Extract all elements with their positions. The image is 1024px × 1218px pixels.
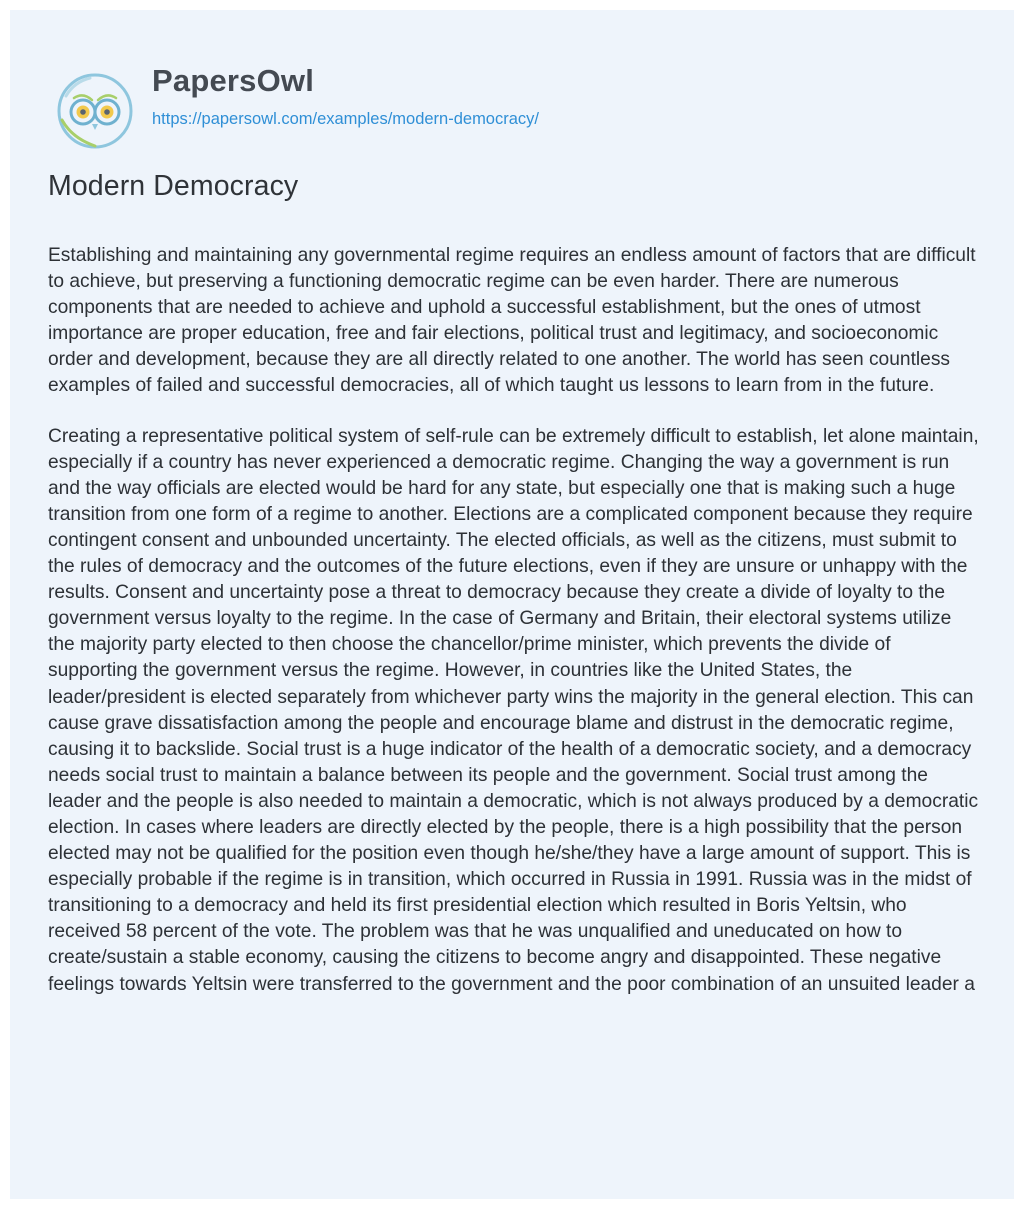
article-paragraph: Creating a representative political system of self-rule can be extremely difficult to establish, let alone maintain, especially if a country has never experienced a democratic regime. Changing the way a government is run and the way officials are elected would be hard for any state, but especially one that is making such a huge transition from one form of a regime to another. Elections are a complicated component because they require contingent consent and unbounded uncertainty. The elected officials, as well as the citizens, must submit to the rules of democracy and the outcomes of the future elections, even if they are unsure or unhappy with the results. Consent and uncertainty pose a threat to democracy because they create a divide of loyalty to the government versus loyalty to the regime. In the case of Germany and Britain, their electoral systems utilize the majority party elected to then choose the chancellor/prime minister, which prevents the divide of supporting the government versus the regime. However, in countries like the United States, the leader/president is elected separately from whichever party wins the majority in the general election. This can cause grave dissatisfaction among the people and encourage blame and distrust in the democratic regime, causing it to backslide. Social trust is a huge indicator of the health of a democratic society, and a democracy needs social trust to maintain a balance between its people and the government. Social trust among the leader and the people is also needed to maintain a democratic, which is not always produced by a democratic election. In cases where leaders are directly elected by the people, there is a high possibility that the person elected may not be qualified for the position even though he/she/they have a large amount of support. This is especially probable if the regime is in transition, which occurred in Russia in 1991. Russia was in the midst of transitioning to a democracy and held its first presidential election which resulted in Boris Yeltsin, who received 58 percent of the vote. The problem was that he was unqualified and uneducated on how to create/sustain a stable economy, causing the citizens to become angry and disappointed. These negative feelings towards Yeltsin were transferred to the government and the poor combination of an unsuited leader a [48, 425, 979, 995]
article-body [48, 243, 983, 1022]
owl-logo-icon [52, 68, 138, 154]
article-paragraph: Establishing and maintaining any governmental regime requires an endless amount of factors that are difficult to achieve, but preserving a functioning democratic regime can be even harder. There are numerous components that are needed to achieve and uphold a successful establishment, but the ones of utmost importance are proper education, free and fair elections, political trust and legitimacy, and socioeconomic order and development, because they are all directly related to one another. The world has seen countless examples of failed and successful democracies, all of which taught us lessons to learn from in the future. [48, 245, 976, 397]
source-url-link[interactable]: https://papersowl.com/examples/modern-democracy/ [152, 110, 539, 128]
document-page [10, 10, 1014, 1199]
brand-name[interactable]: PapersOwl [152, 63, 315, 98]
page-title: Modern Democracy [48, 170, 299, 202]
site-header [10, 10, 1014, 170]
